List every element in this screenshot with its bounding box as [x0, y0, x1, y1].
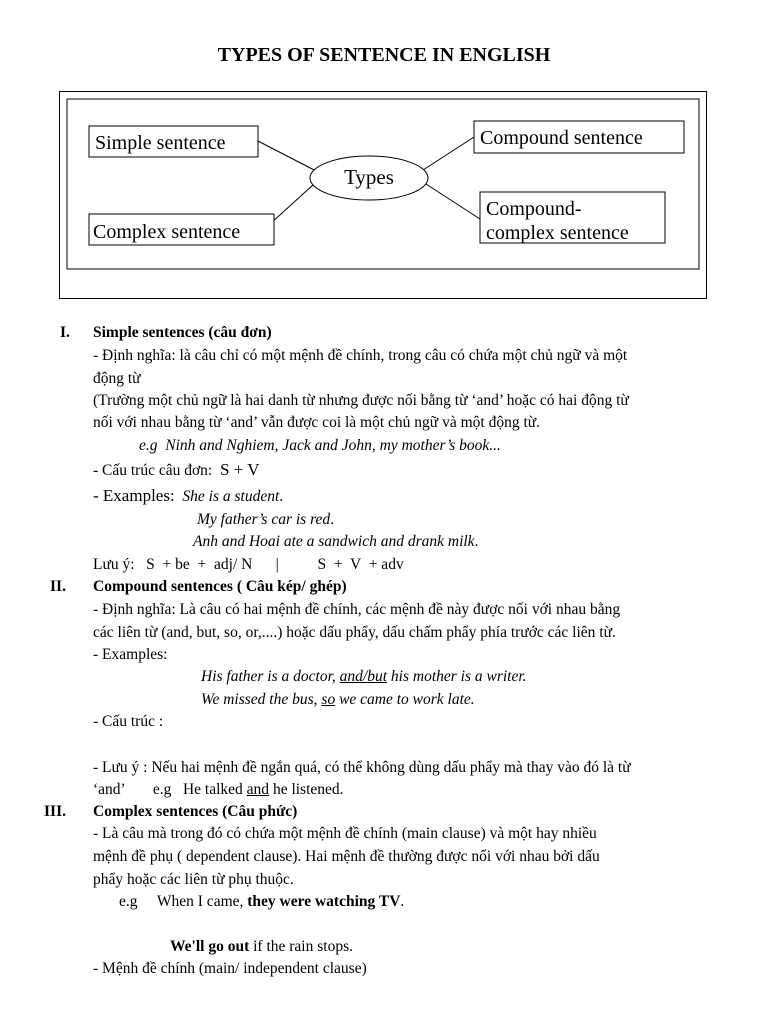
- types-label: Types: [344, 165, 394, 189]
- s1-structure-label: - Cấu trúc câu đơn:: [93, 462, 213, 479]
- s2-definition-line-1: - Định nghĩa: Là câu có hai mệnh đề chính, các mệnh đề này được nối với nhau bằng: [93, 601, 621, 618]
- s3-definition-line-2: mệnh đề phụ ( dependent clause). Hai mệnh đề thường được nối với nhau bởi dấu: [93, 848, 600, 865]
- s1-examples-line-2: [197, 509, 334, 531]
- s2-example-2-conjunction: so: [321, 691, 336, 708]
- s3-definition-line-1: - Là câu mà trong đó có chứa một mệnh đề chính (main clause) và một hay nhiều: [93, 825, 597, 842]
- compound-sentence-label: Compound sentence: [480, 127, 643, 149]
- s1-example-1-end: .: [279, 488, 284, 505]
- section-3-number: III.: [44, 803, 66, 820]
- s2-example-2-b: we came to work late.: [339, 691, 475, 708]
- s2-example-2-a: We missed the bus,: [201, 691, 318, 708]
- s1-eg-label: e.g: [139, 437, 158, 454]
- s1-note-line-1: (Trường một chủ ngữ là hai danh từ nhưng được nối bằng từ ‘and’ hoặc có hai động từ: [93, 392, 629, 409]
- s2-note-example-and: and: [246, 781, 270, 798]
- s3-example-1-main: they were watching TV: [247, 893, 401, 910]
- types-diagram: [0, 0, 768, 320]
- s1-definition-line-1: - Định nghĩa: là câu chỉ có một mệnh đề chính, trong câu có chứa một chủ ngữ và một: [93, 347, 628, 364]
- s2-example-1-conjunction: and/but: [339, 668, 388, 685]
- s1-examples-line-1: [93, 485, 283, 508]
- section-2-heading: Compound sentences ( Câu kép/ ghép): [93, 578, 347, 595]
- s2-note-eg: e.g: [152, 781, 172, 798]
- complex-sentence-label: Complex sentence: [93, 221, 241, 243]
- s3-example-1-end: .: [400, 893, 405, 910]
- s1-example-3-end: .: [474, 533, 479, 550]
- s3-example-2: [170, 936, 353, 958]
- s2-example-2: [201, 689, 475, 711]
- simple-sentence-label: Simple sentence: [95, 132, 226, 154]
- s2-example-1: [201, 666, 527, 688]
- s1-examples-label: - Examples:: [93, 486, 175, 505]
- s1-example-line: [139, 435, 501, 457]
- s2-definition-line-2: các liên từ (and, but, so, or,....) hoặc dấu phẩy, dấu chấm phẩy phía trước các liên từ.: [93, 624, 616, 641]
- section-1-heading: Simple sentences (câu đơn): [93, 324, 272, 341]
- s2-note-line-2: [93, 779, 344, 801]
- s3-example-2-main: We'll go out: [170, 938, 250, 955]
- s2-note-example-b: he listened.: [272, 781, 344, 798]
- section-3-heading: Complex sentences (Câu phức): [93, 803, 298, 820]
- compound-complex-label-2: complex sentence: [486, 222, 629, 244]
- s1-example-2: My father’s car is red: [197, 511, 331, 528]
- s3-eg-label: e.g: [119, 893, 138, 910]
- section-1-number: I.: [60, 324, 70, 341]
- s2-structure: - Cấu trúc :: [93, 713, 164, 730]
- s1-example-1: She is a student: [182, 488, 280, 505]
- s2-note-example-a: He talked: [182, 781, 243, 798]
- s2-note-and: ‘and’: [93, 781, 126, 798]
- s1-note-formula: Lưu ý: S + be + adj/ N | S + V + adv: [93, 556, 404, 573]
- page-title: TYPES OF SENTENCE IN ENGLISH: [217, 44, 551, 66]
- s3-example-1-a: When I came,: [156, 893, 244, 910]
- s2-example-1-a: His father is a doctor,: [201, 668, 336, 685]
- s2-note-line-1: - Lưu ý : Nếu hai mệnh đề ngắn quá, có thể không dùng dấu phẩy mà thay vào đó là từ: [93, 759, 631, 776]
- s1-eg-text: Ninh and Nghiem, Jack and John, my mother’s book...: [165, 437, 501, 454]
- s1-example-2-end: .: [330, 511, 335, 528]
- s3-main-clause: - Mệnh đề chính (main/ independent clause): [93, 960, 367, 977]
- s1-structure: [93, 459, 260, 482]
- s2-example-1-b: his mother is a writer.: [390, 668, 527, 685]
- s1-example-3: Anh and Hoai ate a sandwich and drank milk: [193, 533, 475, 550]
- s1-structure-formula: S + V: [220, 460, 260, 479]
- s3-example-1: [119, 891, 404, 913]
- s1-definition-line-2: động từ: [93, 370, 141, 387]
- compound-complex-label-1: Compound-: [486, 198, 582, 220]
- s2-examples-label: - Examples:: [93, 646, 168, 663]
- s1-examples-line-3: [193, 531, 478, 553]
- s3-definition-line-3: phẩy hoặc các liên từ phụ thuộc.: [93, 871, 294, 888]
- s3-example-2-b: if the rain stops.: [253, 938, 353, 955]
- section-2-number: II.: [50, 578, 66, 595]
- s1-note-line-2: nối với nhau bằng từ ‘and’ vẫn được coi là một chủ ngữ và một động từ.: [93, 414, 541, 431]
